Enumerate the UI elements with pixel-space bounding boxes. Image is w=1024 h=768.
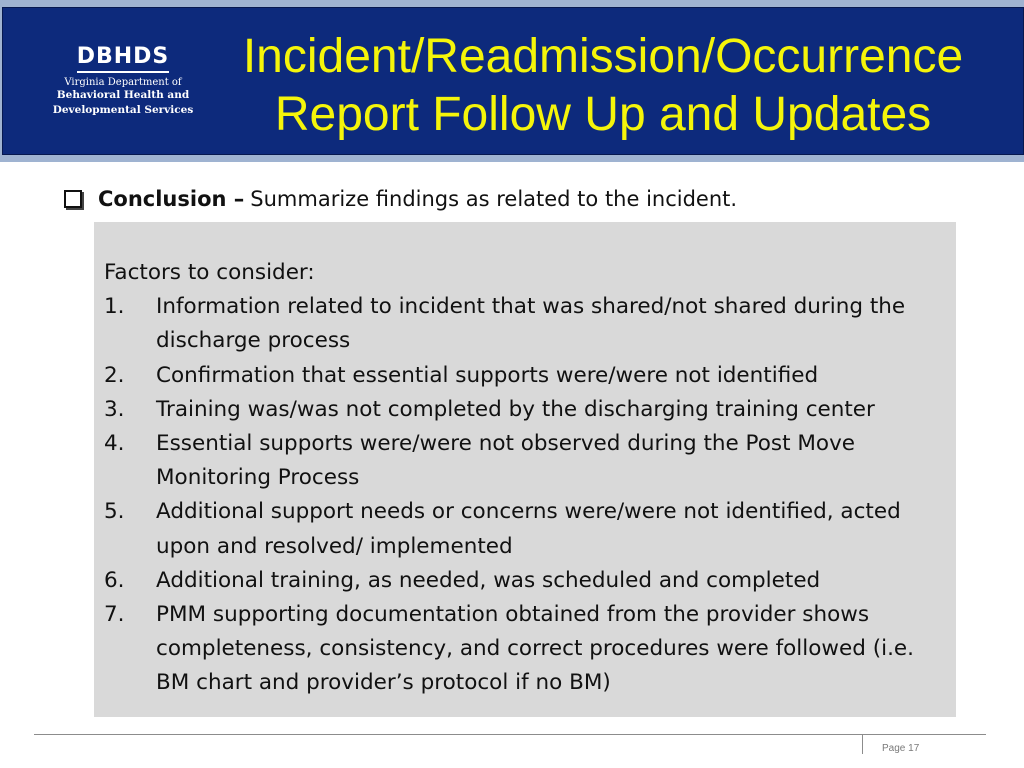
list-item: [104, 495, 949, 563]
dbhds-logo: [33, 44, 213, 118]
list-item-number: 1.: [104, 294, 125, 320]
conclusion-label: Conclusion –: [98, 187, 245, 211]
list-item-number: 2.: [104, 362, 125, 388]
list-item: [104, 393, 949, 427]
list-item-number: 5.: [104, 499, 125, 525]
conclusion-text: Summarize findings as related to the incident.: [250, 187, 738, 211]
slide-title: [203, 28, 1003, 144]
list-item-text: PMM supporting documentation obtained from the provider shows completeness, consistency, and correct procedures were followed (i.e. BM chart and provider’s protocol if no BM): [156, 602, 914, 696]
list-item-text: Information related to incident that was shared/not shared during the discharge process: [156, 294, 906, 354]
list-item: [104, 598, 949, 701]
page-number: Page 17: [882, 743, 920, 754]
list-item-text: Training was/was not completed by the discharging training center: [156, 396, 875, 422]
conclusion-bullet: [64, 187, 737, 211]
list-item-number: 6.: [104, 567, 125, 593]
list-item-text: Additional training, as needed, was scheduled and completed: [156, 567, 821, 593]
list-item-text: Confirmation that essential supports were/were not identified: [156, 362, 819, 388]
slide-header: [2, 7, 1024, 155]
logo-subtitle-line1: Virginia Department of: [64, 77, 182, 88]
footer-divider: [34, 734, 986, 735]
list-item-number: 3.: [104, 396, 125, 422]
factors-heading: Factors to consider:: [104, 260, 315, 285]
checkbox-bullet-icon: [64, 190, 82, 208]
logo-subtitle-line2: Behavioral Health and: [56, 89, 190, 101]
list-item-text: Additional support needs or concerns were/were not identified, acted upon and resolved/ implemented: [156, 499, 901, 559]
list-item-text: Essential supports were/were not observed during the Post Move Monitoring Process: [156, 431, 856, 491]
factors-box: [94, 222, 956, 717]
logo-subtitle-line3: Developmental Services: [52, 104, 194, 116]
list-item: [104, 290, 949, 358]
list-item: [104, 359, 949, 393]
slide-title-line2: Report Follow Up and Updates: [274, 88, 932, 141]
list-item-number: 7.: [104, 602, 125, 628]
footer-divider-tick: [862, 734, 863, 754]
slide-title-line1: Incident/Readmission/Occurrence: [242, 30, 964, 83]
list-item-number: 4.: [104, 431, 125, 457]
list-item: [104, 564, 949, 598]
factors-content: [104, 256, 949, 701]
logo-title: DBHDS: [77, 44, 170, 73]
list-item: [104, 427, 949, 495]
